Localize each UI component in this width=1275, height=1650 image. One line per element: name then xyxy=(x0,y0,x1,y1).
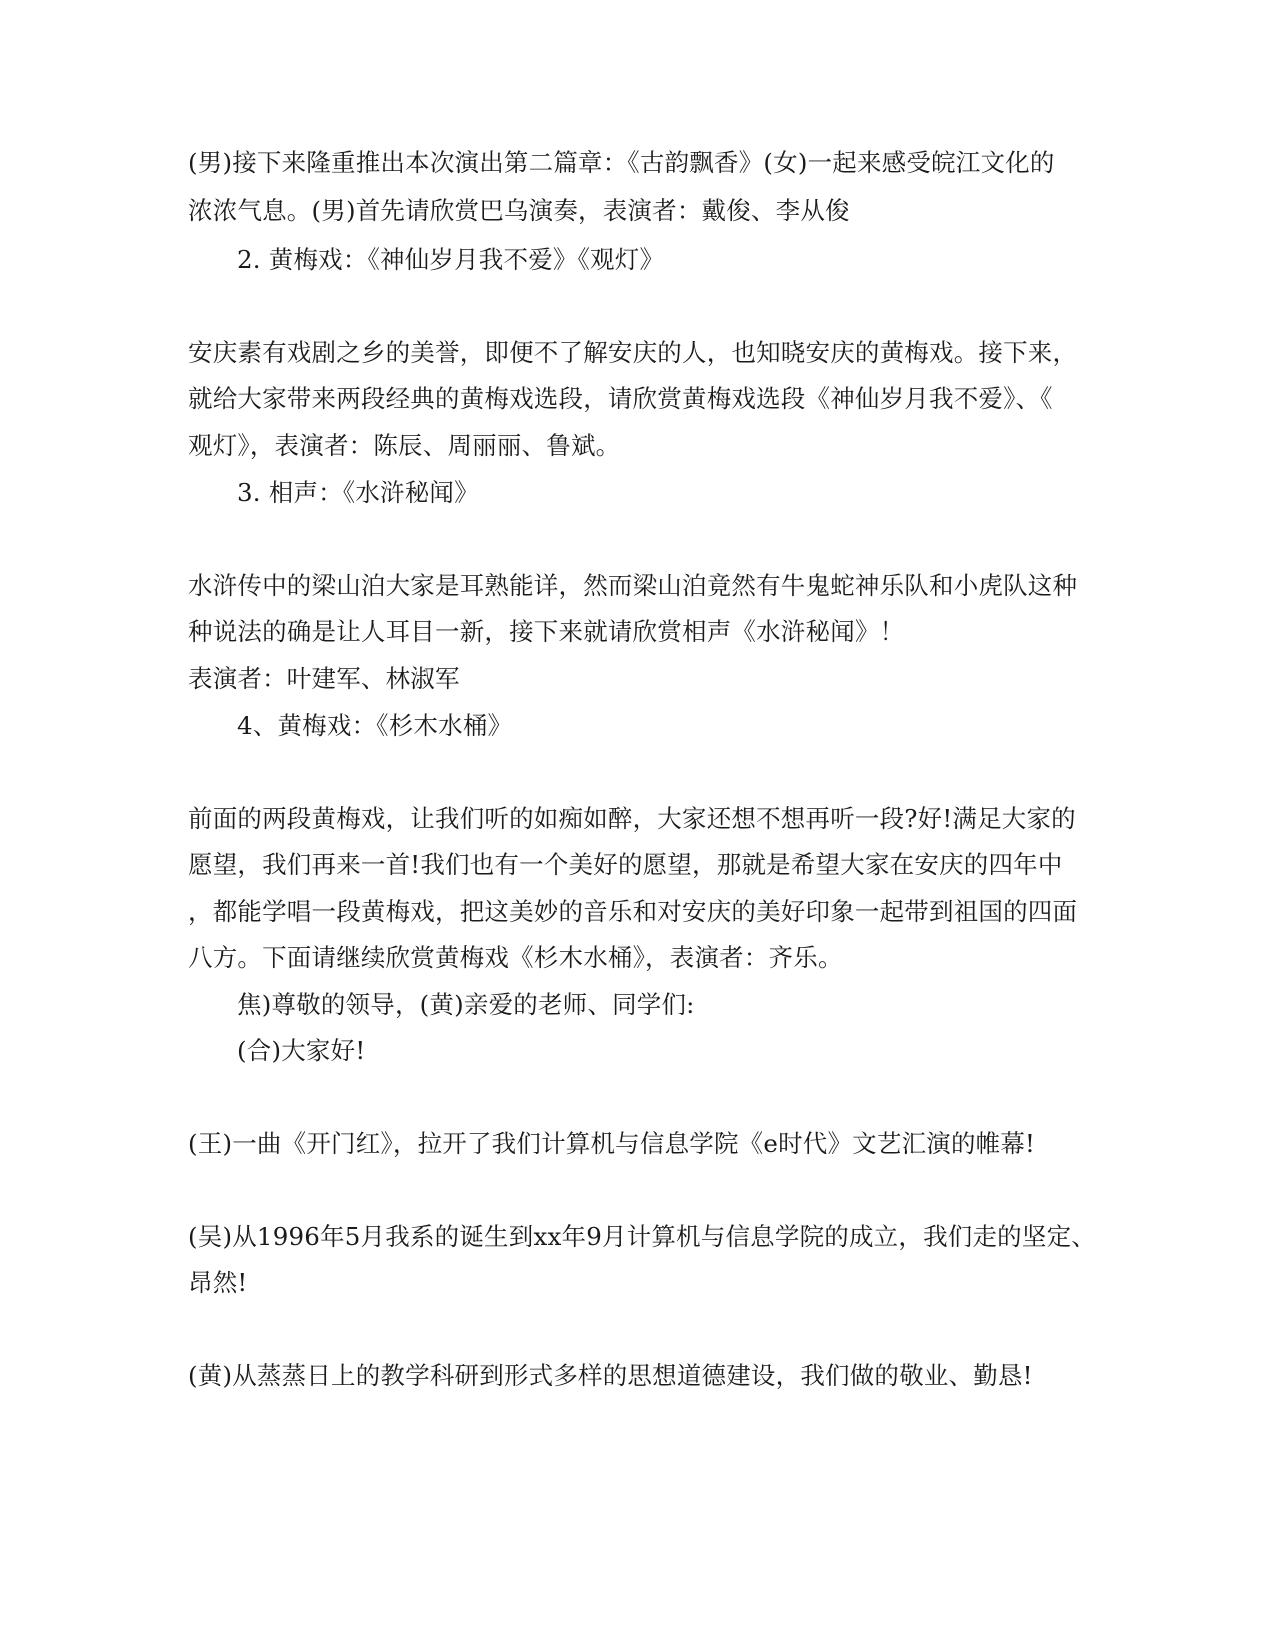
paragraph-line: 观灯》，表演者：陈辰、周丽丽、鲁斌。 xyxy=(188,431,621,460)
paragraph-line: (男)接下来隆重推出本次演出第二篇章：《古韵飘香》(女)一起来感受皖江文化的 xyxy=(188,148,1055,177)
program-item-heading: 4、黄梅戏：《杉木水桶》 xyxy=(237,711,513,740)
paragraph-line: (王)一曲《开门红》，拉开了我们计算机与信息学院《e时代》文艺汇演的帷幕! xyxy=(188,1129,1036,1158)
paragraph-line: 八方。下面请继续欣赏黄梅戏《杉木水桶》，表演者：齐乐。 xyxy=(188,943,843,972)
paragraph-line: 昂然! xyxy=(188,1268,248,1297)
paragraph-line: 前面的两段黄梅戏，让我们听的如痴如醉，大家还想不想再听一段?好!满足大家的 xyxy=(188,804,1076,833)
paragraph-line: 安庆素有戏剧之乡的美誉，即便不了解安庆的人，也知晓安庆的黄梅戏。接下来， xyxy=(188,338,1078,367)
program-item-heading: 2. 黄梅戏：《神仙岁月我不爱》《观灯》 xyxy=(237,245,665,274)
paragraph-line: (合)大家好! xyxy=(237,1036,366,1065)
paragraph-line: 焦)尊敬的领导，(黄)亲爱的老师、同学们: xyxy=(237,990,695,1019)
paragraph-line: 表演者：叶建军、林淑军 xyxy=(188,664,460,693)
paragraph-line: ，都能学唱一段黄梅戏，把这美妙的音乐和对安庆的美好印象一起带到祖国的四面 xyxy=(188,897,1078,926)
program-item-heading: 3. 相声：《水浒秘闻》 xyxy=(237,478,479,507)
paragraph-line: 就给大家带来两段经典的黄梅戏选段，请欣赏黄梅戏选段《神仙岁月我不爱》、《 xyxy=(188,384,1053,413)
paragraph-line: 种说法的确是让人耳目一新，接下来就请欣赏相声《水浒秘闻》！ xyxy=(188,617,905,646)
paragraph-line: 浓浓气息。(男)首先请欣赏巴乌演奏，表演者：戴俊、李从俊 xyxy=(188,196,850,225)
paragraph-line: (黄)从蒸蒸日上的教学科研到形式多样的思想道德建设，我们做的敬业、勤恳! xyxy=(188,1361,1033,1390)
paragraph-line: (吴)从1996年5月我系的诞生到xx年9月计算机与信息学院的成立，我们走的坚定、 xyxy=(188,1222,1096,1251)
paragraph-line: 愿望，我们再来一首!我们也有一个美好的愿望，那就是希望大家在安庆的四年中 xyxy=(188,850,1063,879)
paragraph-line: 水浒传中的梁山泊大家是耳熟能详，然而梁山泊竟然有牛鬼蛇神乐队和小虎队这种 xyxy=(188,571,1078,600)
